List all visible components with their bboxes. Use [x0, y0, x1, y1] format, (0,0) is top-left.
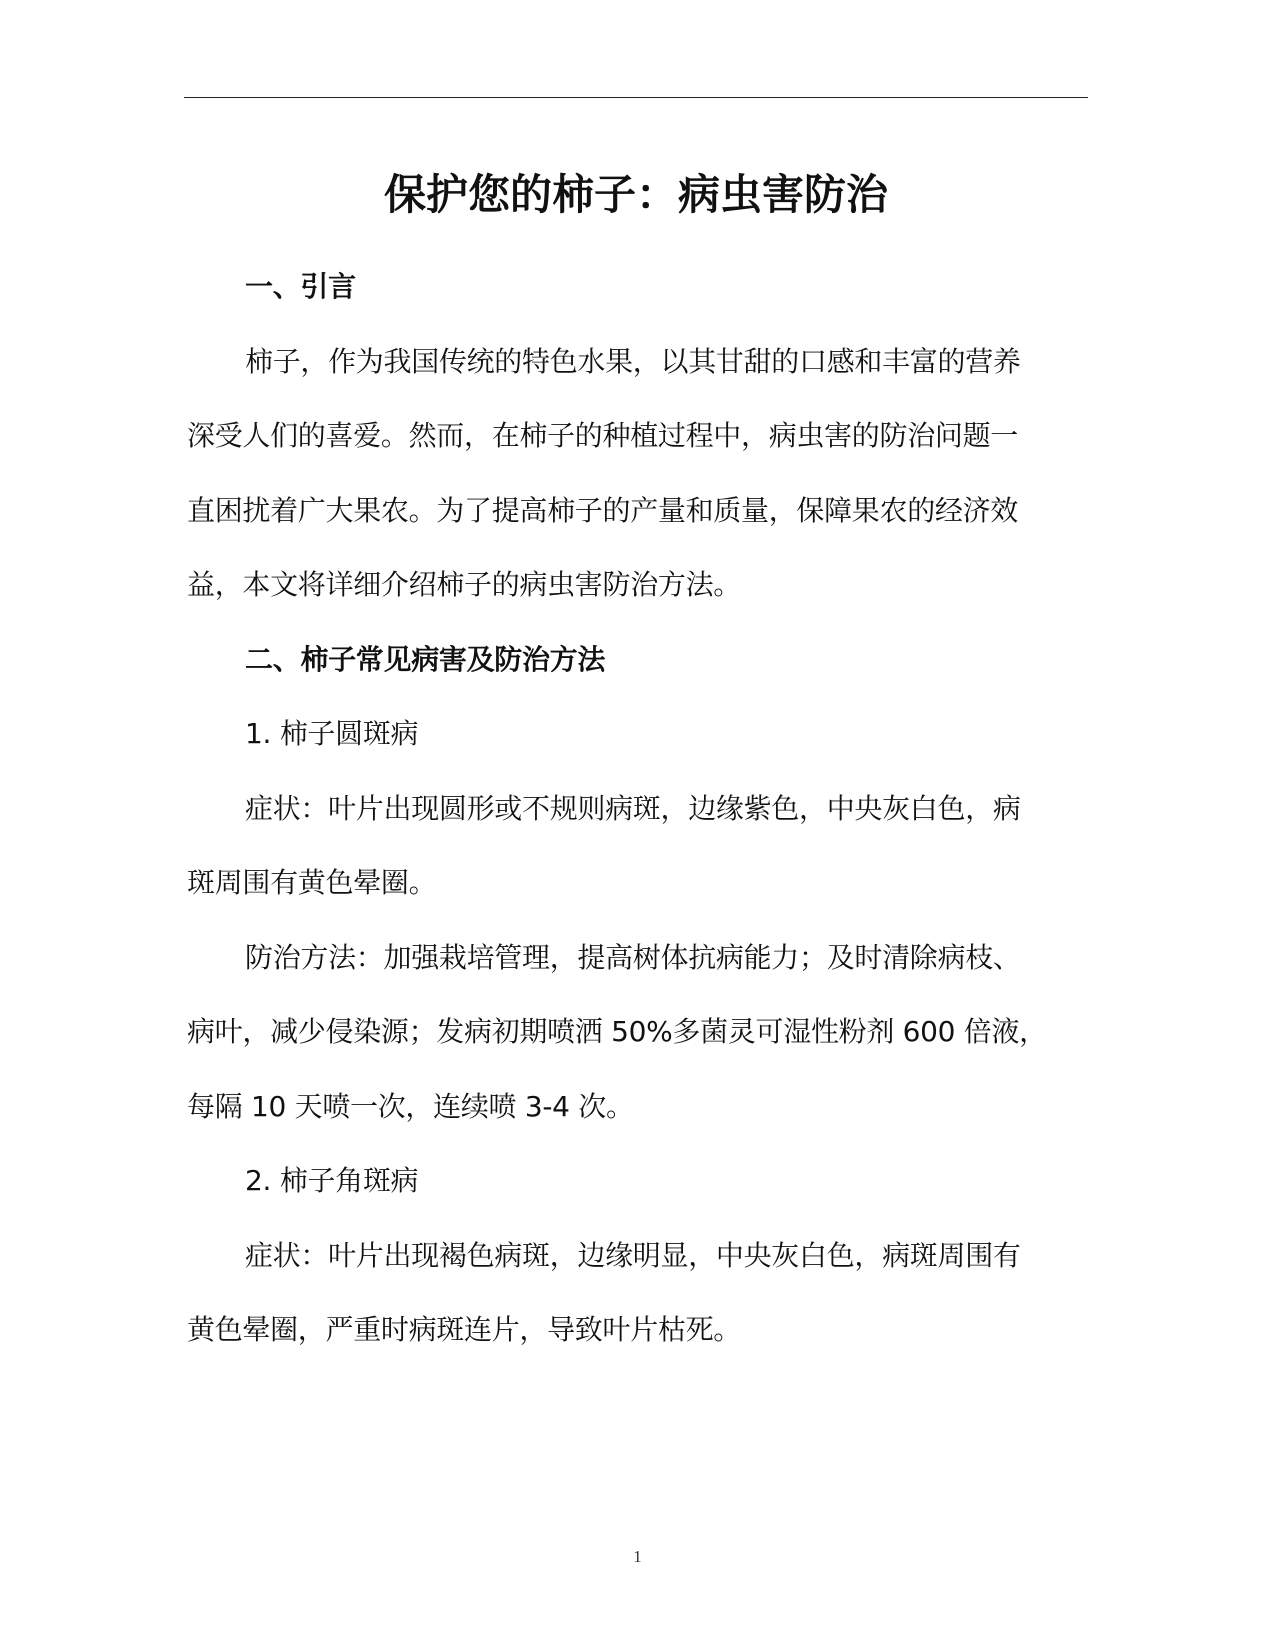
section-heading-introduction: 一、引言 — [245, 270, 356, 303]
round-spot-symptom-paragraph — [187, 772, 1087, 921]
page-number: 1 — [633, 1547, 642, 1566]
angular-spot-symptom-paragraph — [187, 1219, 1087, 1368]
paragraph-line: 黄色晕圈，严重时病斑连片，导致叶片枯死。 — [187, 1313, 742, 1346]
intro-paragraph — [187, 325, 1087, 623]
paragraph-line: 益，本文将详细介绍柿子的病虫害防治方法。 — [187, 568, 742, 601]
paragraph-line: 防治方法：加强栽培管理，提高树体抗病能力；及时清除病枝、 — [245, 940, 1021, 974]
paragraph-line: 每隔 10 天喷一次，连续喷 3-4 次。 — [187, 1089, 634, 1123]
paragraph-line: 深受人们的喜爱。然而，在柿子的种植过程中，病虫害的防治问题一 — [187, 419, 1019, 452]
paragraph-line: 症状：叶片出现褐色病斑，边缘明显，中央灰白色，病斑周围有 — [245, 1238, 1021, 1272]
paragraph-line: 病叶，减少侵染源；发病初期喷洒 50%多菌灵可湿性粉剂 600 倍液， — [187, 1015, 1047, 1048]
header-rule — [184, 97, 1088, 98]
document-body — [187, 250, 1087, 1368]
round-spot-treatment-paragraph — [187, 921, 1087, 1145]
paragraph-line: 柿子，作为我国传统的特色水果，以其甘甜的口感和丰富的营养 — [245, 344, 1021, 378]
paragraph-line: 斑周围有黄色晕圈。 — [187, 866, 437, 899]
subsection-heading-angular-spot: 2. 柿子角斑病 — [245, 1164, 419, 1197]
section-heading-diseases: 二、柿子常见病害及防治方法 — [245, 642, 606, 676]
paragraph-line: 症状：叶片出现圆形或不规则病斑，边缘紫色，中央灰白色，病 — [245, 791, 1021, 825]
paragraph-line: 直困扰着广大果农。为了提高柿子的产量和质量，保障果农的经济效 — [187, 493, 1019, 527]
subsection-heading-round-spot: 1. 柿子圆斑病 — [245, 717, 419, 750]
document-title: 保护您的柿子：病虫害防治 — [383, 170, 888, 219]
